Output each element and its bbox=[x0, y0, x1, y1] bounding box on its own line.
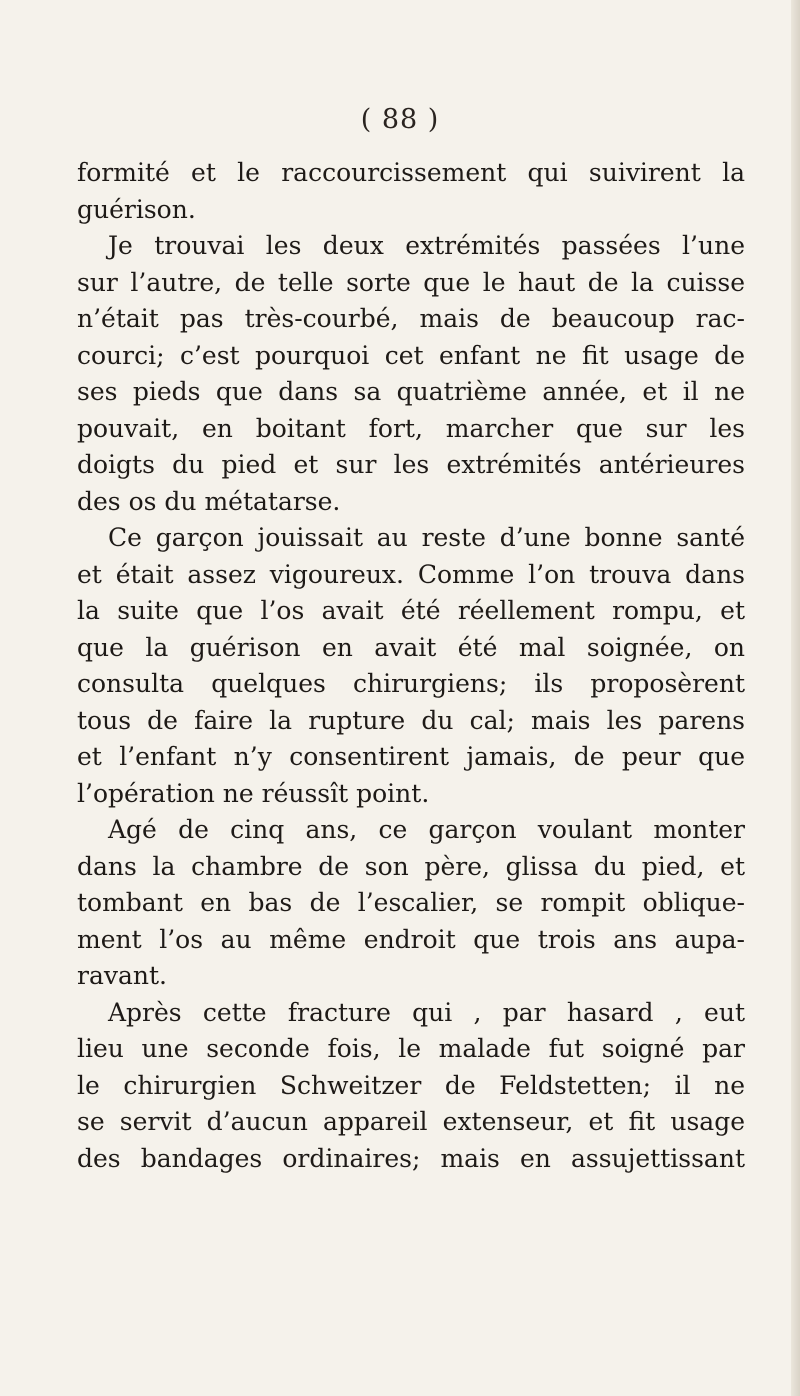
text-line: courci; c’est pourquoi cet enfant ne fit usage de bbox=[77, 340, 745, 370]
text-line: tous de faire la rupture du cal; mais les parens bbox=[77, 705, 745, 735]
text-line: Je trouvai les deux extrémités passées l’une bbox=[108, 231, 745, 260]
text-line: ses pieds que dans sa quatrième année, et il ne bbox=[77, 377, 745, 406]
text-line: l’opération ne réussît point. bbox=[77, 778, 430, 808]
text-line: Agé de cinq ans, ce garçon voulant monter bbox=[108, 815, 745, 844]
text-line: guérison. bbox=[77, 194, 196, 224]
text-line: et était assez vigoureux. Comme l’on trouva dans bbox=[77, 559, 745, 589]
text-line: pouvait, en boitant fort, marcher que sur les bbox=[77, 413, 745, 443]
text-line: que la guérison en avait été mal soignée, on bbox=[77, 632, 745, 662]
text-line: tombant en bas de l’escalier, se rompit oblique- bbox=[77, 888, 745, 917]
text-line: des os du métatarse. bbox=[77, 486, 341, 516]
body-text bbox=[77, 155, 745, 1177]
text-line: se servit d’aucun appareil extenseur, et fit usage bbox=[77, 1107, 745, 1136]
text-line: consulta quelques chirurgiens; ils proposèrent bbox=[77, 669, 745, 698]
text-line: Ce garçon jouissait au reste d’une bonne santé bbox=[108, 523, 745, 552]
text-line: Après cette fracture qui , par hasard , eut bbox=[108, 997, 745, 1027]
text-line: formité et le raccourcissement qui suivirent la bbox=[77, 158, 745, 187]
text-line: et l’enfant n’y consentirent jamais, de peur que bbox=[77, 742, 745, 771]
page-number: ( 88 ) bbox=[360, 104, 440, 135]
text-line: lieu une seconde fois, le malade fut soigné par bbox=[77, 1034, 745, 1063]
text-line: dans la chambre de son père, glissa du pied, et bbox=[77, 851, 745, 881]
text-line: des bandages ordinaires; mais en assujettissant bbox=[77, 1143, 745, 1173]
text-line: ravant. bbox=[77, 961, 167, 990]
text-line: la suite que l’os avait été réellement rompu, et bbox=[77, 596, 745, 625]
text-line: ment l’os au même endroit que trois ans aupa- bbox=[77, 924, 745, 954]
page-edge bbox=[791, 0, 800, 1396]
text-line: n’était pas très-courbé, mais de beaucoup rac- bbox=[77, 304, 745, 333]
text-line: doigts du pied et sur les extrémités antérieures bbox=[77, 450, 745, 479]
text-line: le chirurgien Schweitzer de Feldstetten; il ne bbox=[77, 1070, 745, 1100]
text-line: sur l’autre, de telle sorte que le haut de la cuisse bbox=[77, 267, 745, 297]
